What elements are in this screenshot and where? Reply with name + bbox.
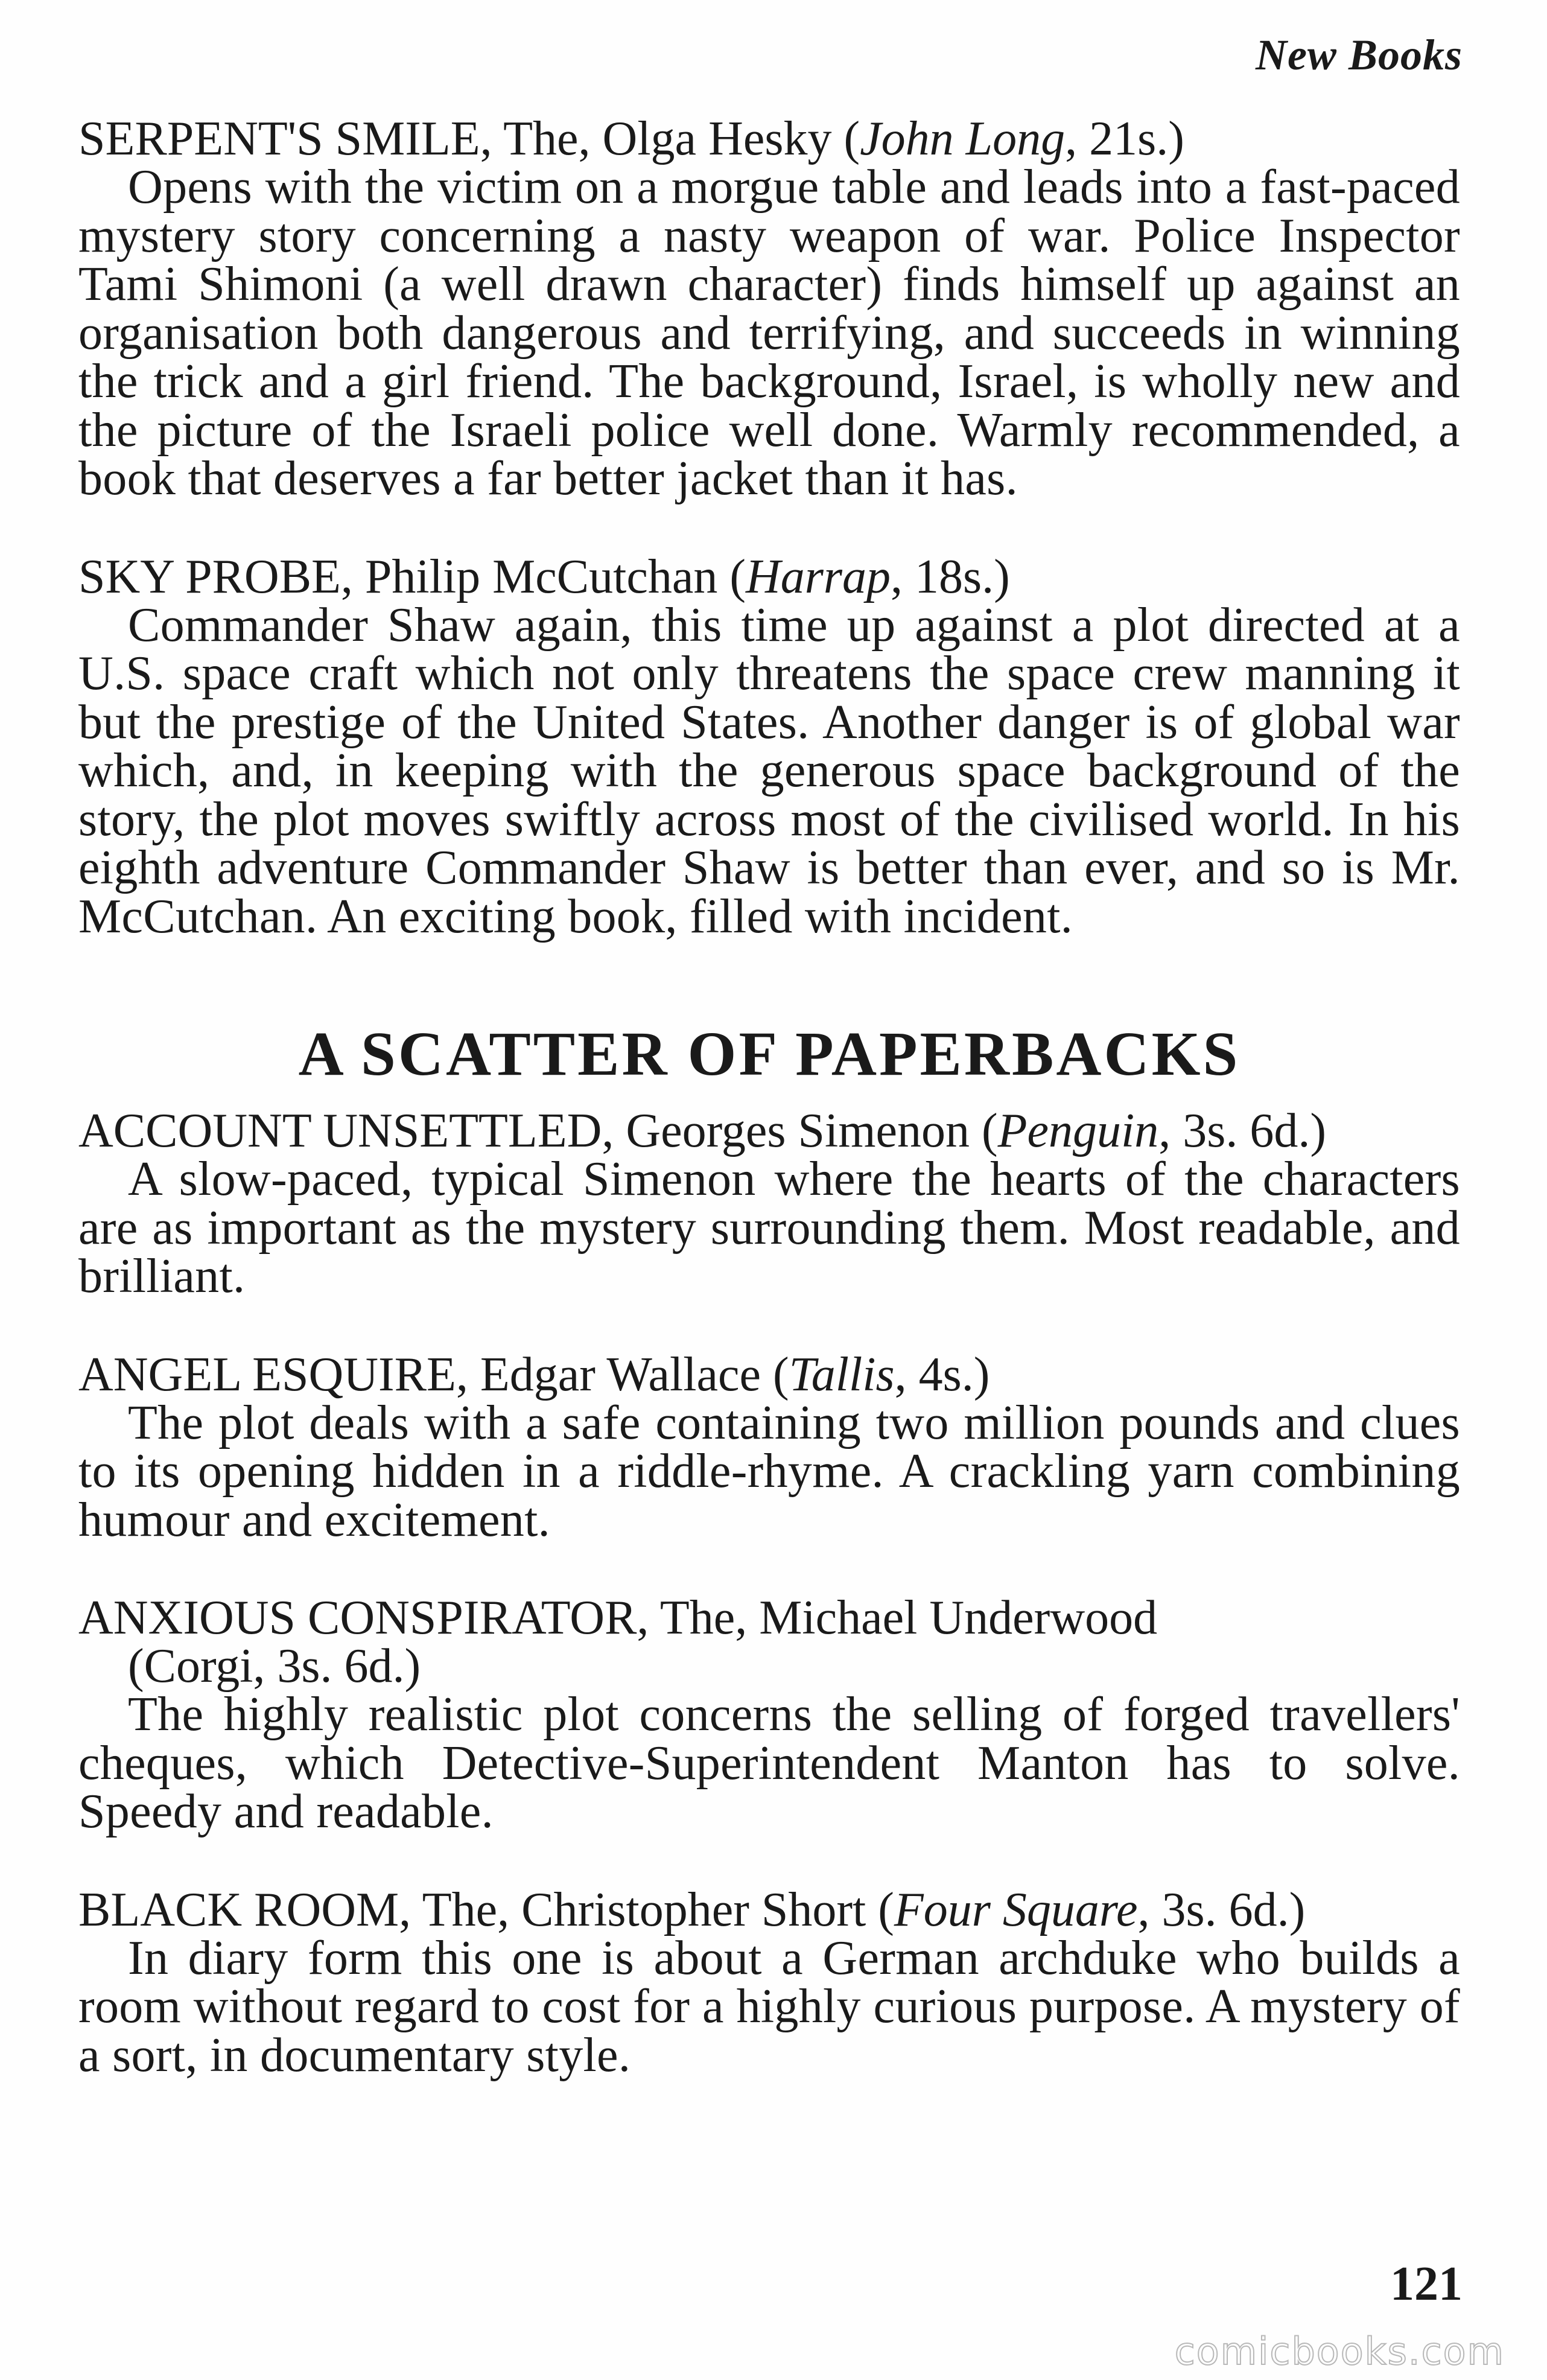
page-number: 121 [1390,2258,1463,2311]
entry-publisher: John Long [860,112,1066,165]
entry-publisher: Penguin [997,1104,1159,1157]
watermark: comicbooks.com [1174,2329,1505,2373]
entry-review-text: Commander Shaw again, this time up against a plot directed at a U.S. space craft which not only threatens the space crew manning it but the prestige of the United States. Another danger is of global war which, and, in keeping with the generous space background of the story, the plot moves swiftly across most of the civilised world. In his eighth adventure Commander Shaw is better than ever, and so is Mr. McCutchan. An exciting book, filled with incident. [78,598,1460,943]
review-entry-sky-probe [78,550,1460,943]
entry-price: , 3s. 6d.) [1158,1104,1326,1157]
running-head: New Books [1255,31,1463,79]
entry-price: , 3s. 6d.) [1137,1883,1306,1936]
entry-publisher: Harrap [745,550,891,603]
entry-title-author: ACCOUNT UNSETTLED, Georges Simenon ( [78,1104,998,1157]
section-heading: A SCATTER OF PAPERBACKS [298,1019,1240,1089]
entry-heading [78,550,1460,603]
entry-price: , 3s. 6d.) [253,1640,421,1693]
entry-price: , 21s.) [1065,112,1184,165]
entry-heading: ANXIOUS CONSPIRATOR, The, Michael Underwood [78,1591,1158,1644]
entry-price: , 18s.) [891,550,1010,603]
entry-review-text: Opens with the victim on a morgue table and leads into a fast-paced mystery story concerning a nasty weapon of war. Police Inspector Tami Shimoni (a well drawn character) finds himself up against an organisation both dangerous and terrifying, and succeeds in winning the trick and a girl friend. The background, Israel, is wholly new and the picture of the Israeli police well done. Warmly recommended, a book that deserves a far better jacket than it has. [78,161,1460,505]
entry-publisher-line [78,1640,1460,1693]
entry-title-author: SERPENT'S SMILE, The, Olga Hesky ( [78,112,860,165]
entry-publisher: Four Square [894,1883,1138,1936]
entry-heading [78,1104,1460,1157]
entry-publisher: Corgi [144,1640,253,1693]
entry-title-author: SKY PROBE, Philip McCutchan ( [78,550,746,603]
review-entry-angel-esquire [78,1348,1460,1547]
entry-heading [78,112,1460,165]
entry-review-text: The highly realistic plot concerns the selling of forged travellers' cheques, which Detective-Superintendent Manton has to solve. Speedy and readable. [78,1688,1460,1838]
entry-heading [78,1348,1460,1401]
entry-title-author: ANGEL ESQUIRE, Edgar Wallace ( [78,1348,789,1401]
entry-publisher-open: ( [128,1640,144,1693]
entry-review-text: In diary form this one is about a German archduke who builds a room without regard to cost for a highly curious purpose. A mystery of a sort, in documentary style. [78,1931,1460,2082]
entry-review-text: The plot deals with a safe containing two million pounds and clues to its opening hidden in a riddle-rhyme. A crackling yarn combining humour and excitement. [78,1396,1460,1547]
review-entry-black-room [78,1883,1460,2082]
review-entry-anxious-conspirator [78,1591,1460,1838]
text-column [78,112,1460,2129]
review-entry-serpents-smile [78,112,1460,505]
review-entry-account-unsettled [78,1104,1460,1303]
entry-title-author: BLACK ROOM, The, Christopher Short ( [78,1883,894,1936]
entry-price: , 4s.) [894,1348,990,1401]
entry-publisher: Tallis [789,1348,895,1401]
entry-heading [78,1883,1460,1936]
entry-review-text: A slow-paced, typical Simenon where the hearts of the characters are as important as the mystery surrounding them. Most readable, and brilliant. [78,1153,1460,1303]
